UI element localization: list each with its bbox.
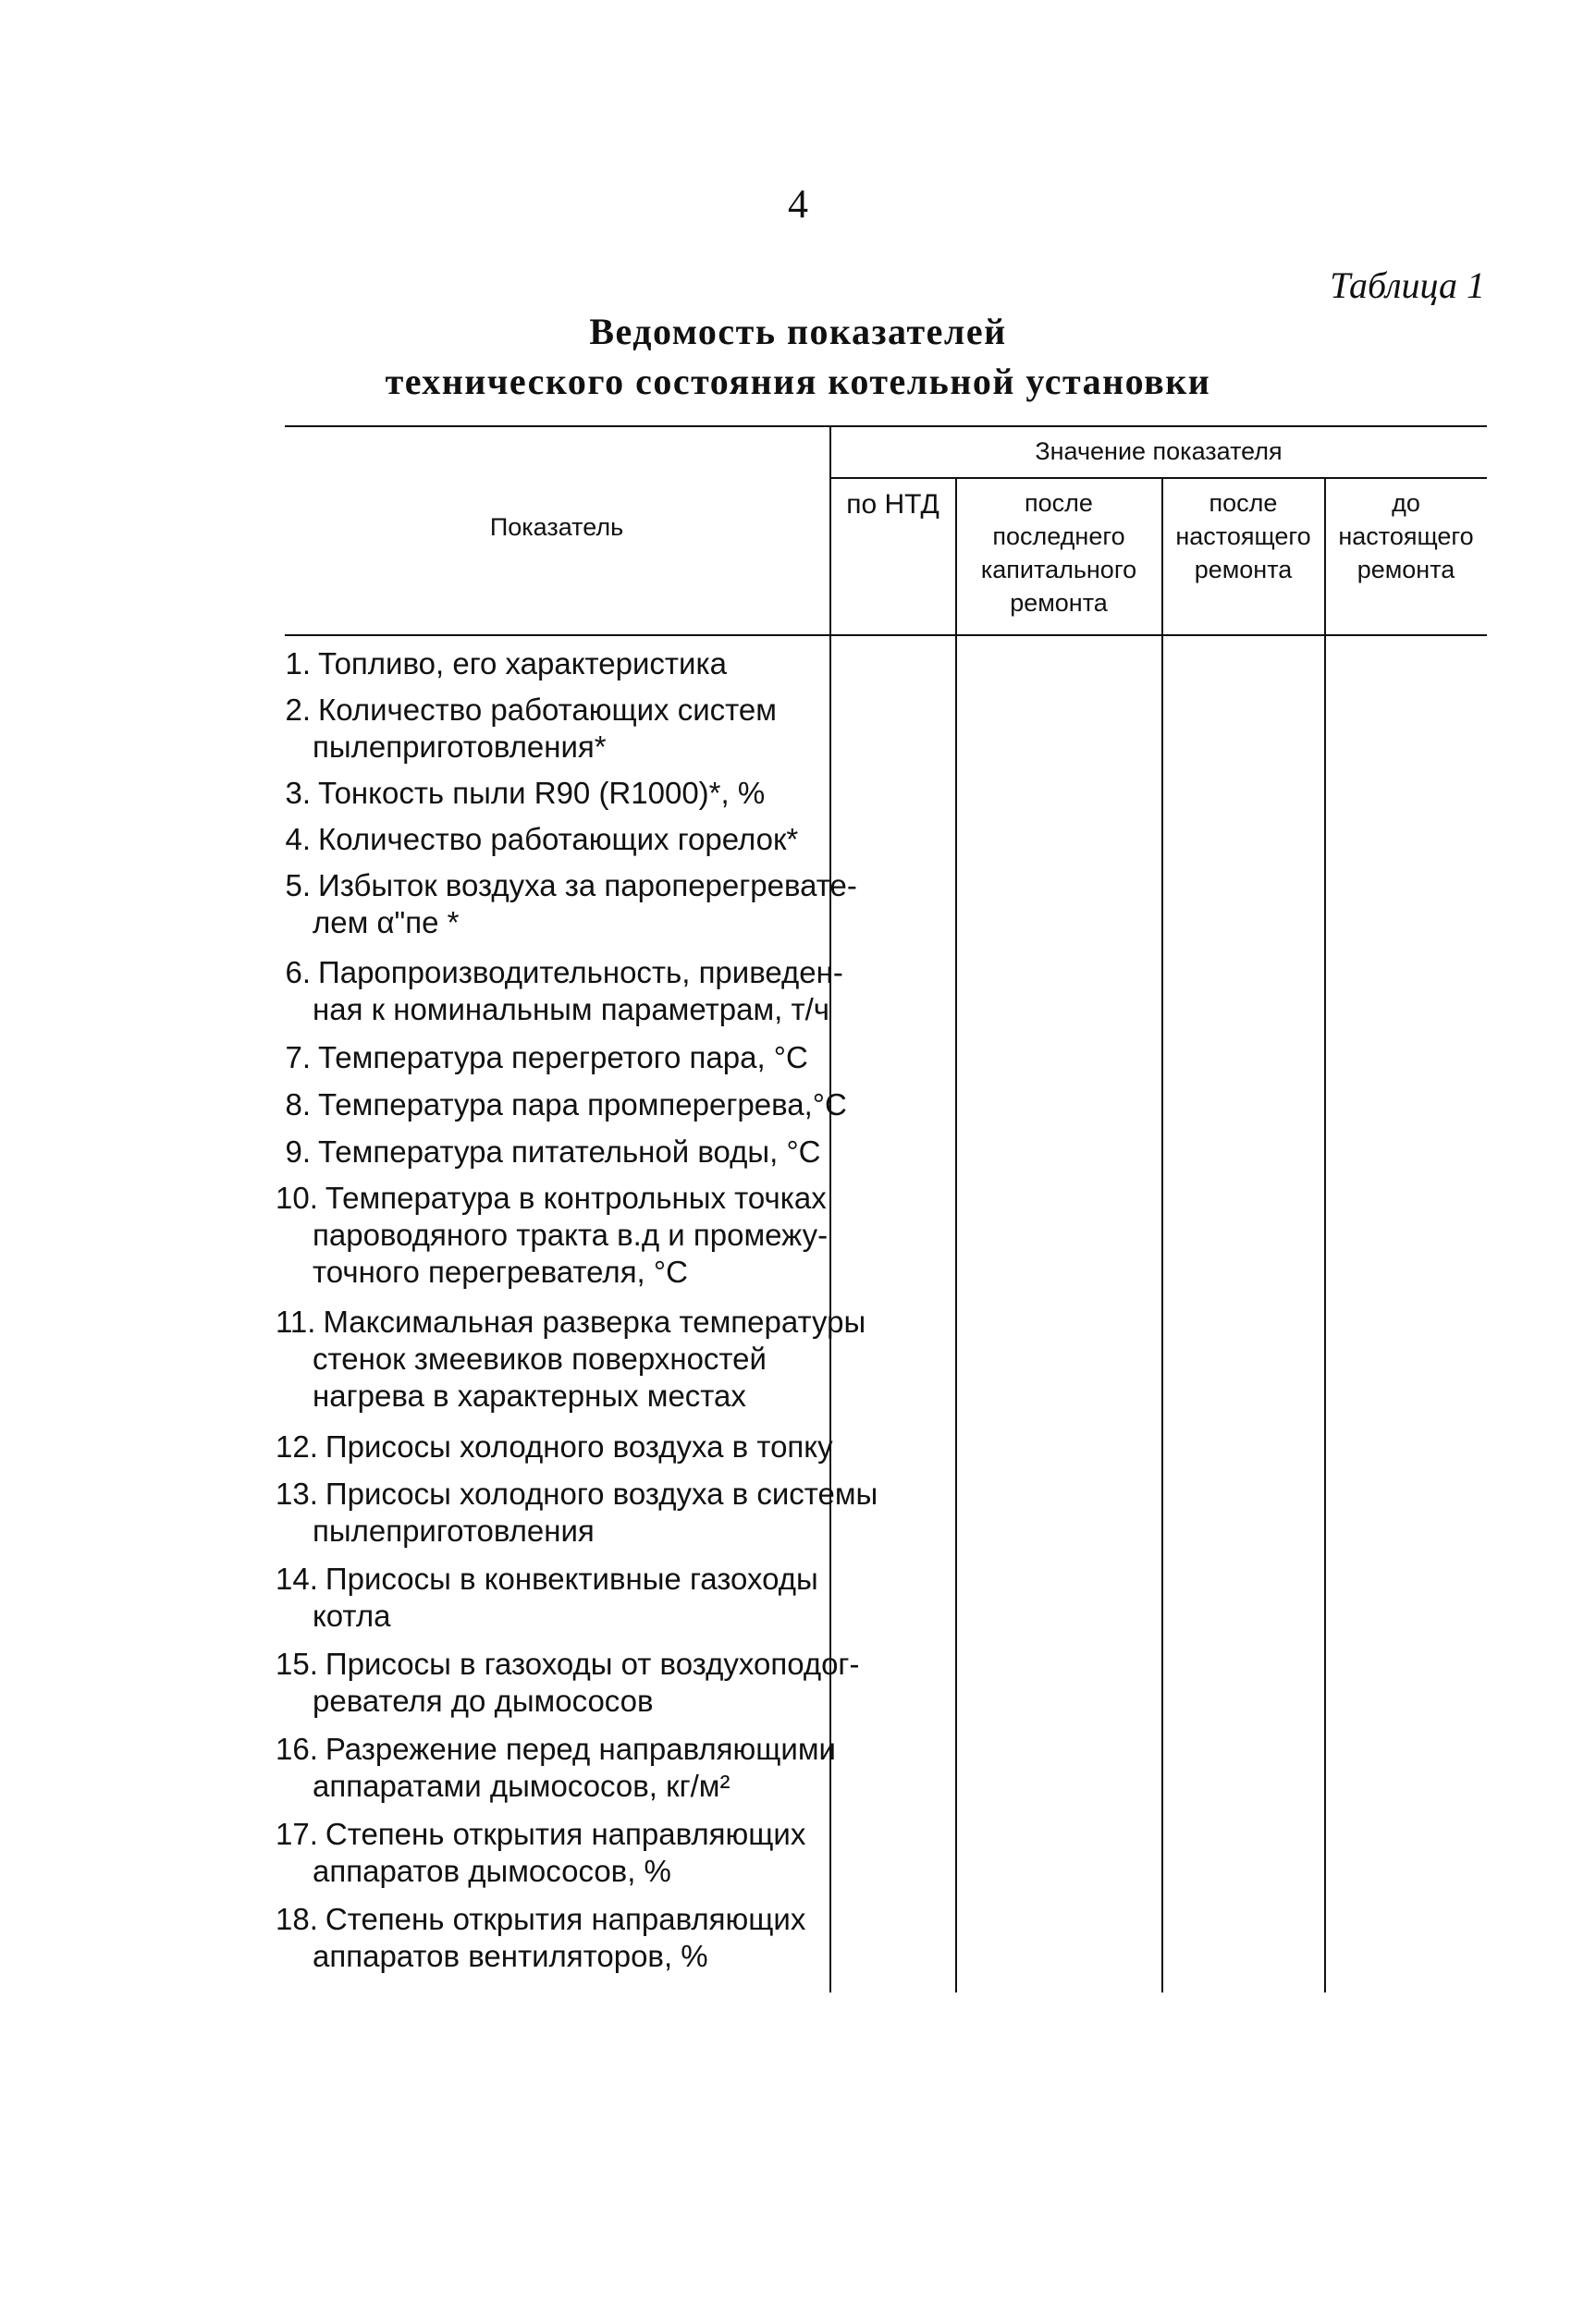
header-indicator: Показатель xyxy=(489,513,624,541)
header-col-after-last: после последнего капитального ремонта xyxy=(980,489,1137,617)
table-row: 8. Температура пара промперегрева,°С xyxy=(285,1087,847,1122)
value-group-rule xyxy=(830,477,1487,479)
table-row: 2. Количество работающих систем пылеприготовления* xyxy=(285,693,777,764)
header-col-ntd: по НТД xyxy=(846,489,939,520)
header-value-group: Значение показателя xyxy=(1035,437,1283,465)
header-col-before-current: до настоящего ремонта xyxy=(1338,489,1474,583)
table-row: 18. Степень открытия направляющих аппаратов вентиляторов, % xyxy=(276,1902,806,1973)
table-label: Таблица 1 xyxy=(1330,264,1485,306)
table-row: 6. Паропроизводительность, приведен- ная к номинальным параметрам, т/ч xyxy=(285,955,843,1026)
table-row: 1. Топливо, его характеристика xyxy=(285,646,727,680)
table-row: 11. Максимальная разверка температуры стенок змеевиков поверхностей нагрева в характерных местах xyxy=(276,1305,866,1413)
table-row: 12. Присосы холодного воздуха в топку xyxy=(276,1429,833,1464)
title-line-2: технического состояния котельной установки xyxy=(385,361,1211,402)
page-number: 4 xyxy=(788,181,808,227)
table-row: 14. Присосы в конвективные газоходы котла xyxy=(276,1562,818,1633)
table-row: 13. Присосы холодного воздуха в системы пылеприготовления xyxy=(276,1477,878,1548)
table-row: 5. Избыток воздуха за пароперегревате- лем α"пе * xyxy=(285,868,857,939)
table-row: 16. Разрежение перед направляющими аппаратами дымососов, кг/м² xyxy=(276,1732,836,1803)
table-row: 10. Температура в контрольных точках пароводяного тракта в.д и промежу- точного перегревателя, °С xyxy=(276,1181,829,1289)
column-divider-2 xyxy=(955,477,957,1992)
header-bottom-rule xyxy=(285,634,1487,636)
title-line-1: Ведомость показателей xyxy=(589,311,1007,352)
document-title xyxy=(0,307,1596,407)
column-divider-3 xyxy=(1161,477,1163,1992)
table-row: 7. Температура перегретого пара, °С xyxy=(285,1040,808,1074)
header-col-after-current: после настоящего ремонта xyxy=(1175,489,1311,583)
table-row: 3. Тонкость пыли R90 (R1000)*, % xyxy=(285,776,766,810)
table-top-rule xyxy=(285,425,1487,427)
table-row: 4. Количество работающих горелок* xyxy=(285,822,799,856)
table-row: 17. Степень открытия направляющих аппаратов дымососов, % xyxy=(276,1817,806,1888)
table-row: 9. Температура питательной воды, °С xyxy=(285,1134,821,1169)
table-row: 15. Присосы в газоходы от воздухоподог- ревателя до дымососов xyxy=(276,1647,860,1718)
column-divider-4 xyxy=(1324,477,1326,1992)
